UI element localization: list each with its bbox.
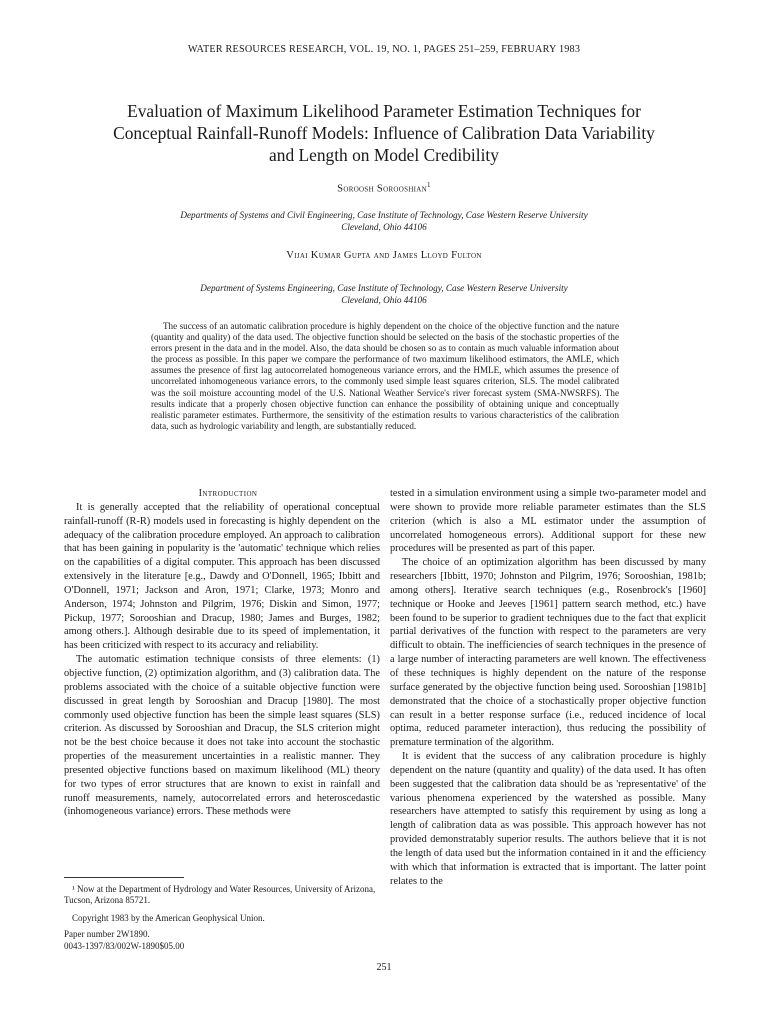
intro-paragraph-4: The choice of an optimization algorithm has been discussed by many researchers [Ibbitt, 1970; Johnston and Pilgrim, 1976; Sorooshian, 1981b; among others]. Iterative search techniques (e.g., Rosenbrock's [1960] technique or Hooke and Jeeves [1961] pattern search method, etc.) have been found to be superior to gradient techniques due to the fact that explicit partial derivatives of the function with respect to the parameters are very difficult to obtain. The inefficiencies of search techniques in the presence of a large number of interacting parameters are well known. The effectiveness of these techniques is highly dependent on the nature of the response surface generated by the objective function being used. Sorooshian [1981b] demonstrated that the choice of a stochastically proper objective function can result in a better response surface (i.e., reduced incidence of local optima, reduced parameter interaction), thus reducing the possibility of premature termination of the algorithm. — [390, 557, 706, 749]
author-footnote: ¹ Now at the Department of Hydrology and Water Resources, University of Arizona, Tucson, Arizona 85721. — [64, 884, 376, 906]
paper-number: Paper number 2W1890. — [64, 929, 150, 940]
first-affiliation-line-2: Cleveland, Ohio 44106 — [341, 222, 427, 232]
author-footnote-mark: 1 — [427, 181, 431, 189]
first-affiliation-line-1: Departments of Systems and Civil Engineering, Case Institute of Technology, Case Western Reserve University — [180, 210, 588, 220]
second-affiliation-line-2: Cleveland, Ohio 44106 — [341, 295, 427, 305]
issn-code: 0043-1397/83/002W-1890$05.00 — [64, 940, 185, 951]
second-affiliation — [0, 282, 768, 306]
introduction-heading: Introduction — [198, 488, 258, 499]
paper-title — [70, 100, 698, 166]
right-column — [390, 487, 706, 888]
first-affiliation — [0, 209, 768, 233]
left-column — [64, 487, 380, 819]
intro-paragraph-5: It is evident that the success of any calibration procedure is highly dependent on the nature (quantity and quality) of the data used. It has often been suggested that the calibration data should be as 'representative' of the various phenomena experienced by the watershed as possible. Many researchers have attempted to satisfy this requirement by using as long a length of calibration data as was possible. This approach however has not provided demonstratably superior results. The authors believe that it is not the length of data used but the information contained in it and the efficiency with which that information is extracted that is important. The latter point relates to the — [390, 751, 706, 887]
journal-header: WATER RESOURCES RESEARCH, VOL. 19, NO. 1, PAGES 251–259, FEBRUARY 1983 — [187, 44, 581, 55]
first-author-name: Soroosh Sorooshian — [337, 183, 428, 195]
first-author — [0, 181, 768, 195]
title-line-3: and Length on Model Credibility — [269, 145, 499, 165]
title-line-1: Evaluation of Maximum Likelihood Parameter Estimation Techniques for — [127, 101, 641, 121]
copyright-notice: Copyright 1983 by the American Geophysical Union. — [72, 912, 265, 923]
second-affiliation-line-1: Department of Systems Engineering, Case Institute of Technology, Case Western Reserve University — [200, 283, 568, 293]
intro-paragraph-3: tested in a simulation environment using a simple two-parameter model and were shown to provide more reliable parameter estimates than the SLS criterion (which is also a ML estimator under the assumption of uncorrelated homogeneous errors). Additional support for these new procedures will be presented as part of this paper. — [390, 488, 706, 555]
intro-paragraph-1: It is generally accepted that the reliability of operational conceptual rainfall-runoff (R-R) models used in forecasting is highly dependent on the adequacy of the calibration procedure employed. An approach to calibration that has been gaining in popularity is the 'automatic' technique which relies on the capabilities of a digital computer. This approach has been discussed extensively in the literature [e.g., Dawdy and O'Donnell, 1965; Ibbitt and O'Donnell, 1971; Jackson and Aron, 1971; Clarke, 1973; Monro and Anderson, 1974; Johnston and Pilgrim, 1976; Diskin and Simon, 1977; Pickup, 1977; Sorooshian and Dracup, 1980; James and Burges, 1982; among others.]. Although desirable due to its speed of implementation, it has been criticized with respect to its accuracy and reliability. — [64, 501, 380, 652]
title-line-2: Conceptual Rainfall-Runoff Models: Influence of Calibration Data Variability — [113, 123, 655, 143]
second-authors: Vijai Kumar Gupta and James Lloyd Fulton — [286, 250, 482, 261]
page-number: 251 — [376, 962, 392, 973]
abstract: The success of an automatic calibration procedure is highly dependent on the choice of the objective function and the nature (quantity and quality) of the data used. The objective function should be selected on the basis of the stochastic properties of the errors present in the data and in the model. Also, the data should be chosen so as to contain as much valuable information about the process as possible. In this paper we compare the performance of two maximum likelihood estimators, the AMLE, which assumes the presence of first lag autocorrelated homogeneous variance errors, and the HMLE, which assumes the presence of uncorrelated inhomogeneous variance errors, to the commonly used simple least squares criterion, SLS. The model calibrated was the soil moisture accounting model of the U.S. National Weather Service's river forecast system (SMA-NWSRFS). The results indicate that a properly chosen objective function can enhance the possibility of obtaining unique and conceptually realistic parameter estimates. Furthermore, the sensitivity of the estimation results to various characteristics of the calibration data, such as hydrologic variability and length, are substantially reduced. — [151, 321, 619, 431]
footnote-rule — [64, 877, 184, 878]
intro-paragraph-2: The automatic estimation technique consists of three elements: (1) objective function, (2) optimization algorithm, and (3) calibration data. The problems associated with the choice of a suitable objective function were discussed in great length by Sorooshian and Dracup [1980]. The most commonly used objective function has been the simple least squares (SLS) criterion. As discussed by Sorooshian and Dracup, the SLS criterion might not be the best choice because it does not take into account the stochastic properties of the measurement uncertainties in a realistic manner. They presented objective functions based on maximum likelihood (ML) theory for two types of error structures that are known to exist in rainfall and runoff measurements, namely, autocorrelated errors and heteroscedastic (inhomogeneous variance) errors. These methods were — [64, 654, 380, 818]
footnotes — [64, 884, 380, 952]
